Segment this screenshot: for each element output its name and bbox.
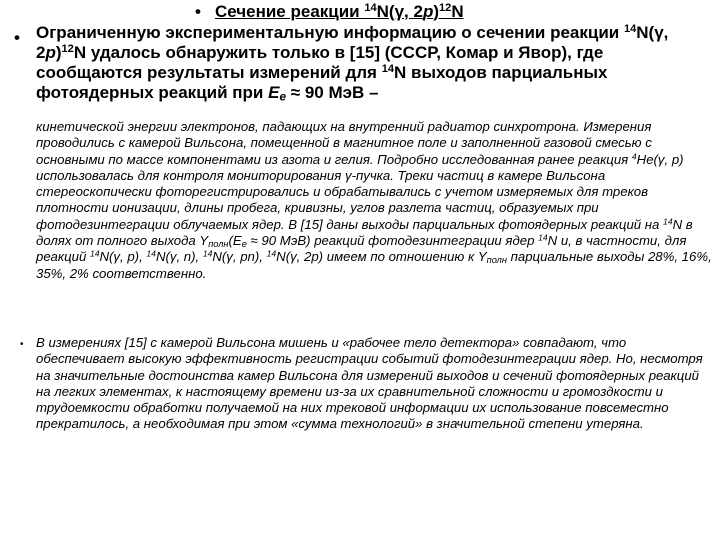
p2-sup-7: 14 xyxy=(266,248,277,259)
p2-text-2: He(γ, p) использовалась для контроля мониторирования γ-пучка. Треки частиц в камере Вильсона стереоскопически фоторегистрировались и обрабатывались с учетом измеряемых для треков плотности ионизации, длины пробега, кривизны, углов разлета частиц, образуемых при фотодезинтеграции облучаемых ядер. В [15] даны выходы парциальных фотоядерных реакций на xyxy=(36,151,684,232)
title-text-mid: N(γ, 2 xyxy=(376,2,423,21)
slide-title xyxy=(195,2,464,22)
title-bullet: • xyxy=(195,2,201,21)
title-text-end: N xyxy=(451,2,464,21)
p1-sub-e: e xyxy=(279,89,287,104)
p2-text-4: (E xyxy=(228,233,242,249)
p1-text-6: ≈ 90 МэВ – xyxy=(286,83,379,102)
p2-sup-4: 14 xyxy=(89,248,100,259)
p1-text-3: ) xyxy=(55,43,62,62)
p2-text-8: N(γ, n), xyxy=(155,249,203,265)
p2-sub-1: полн xyxy=(208,238,229,249)
p2-sup-1: 4 xyxy=(631,150,637,161)
p1-sup-3: 14 xyxy=(381,62,394,75)
title-sup-12: 12 xyxy=(439,1,452,14)
p2-text-6: N и, в частности, для реакций xyxy=(36,233,687,265)
title-text-mid2: ) xyxy=(433,2,440,21)
paragraph-details xyxy=(36,119,716,282)
p2-sup-3: 14 xyxy=(538,232,548,243)
p1-sup-2: 12 xyxy=(61,42,74,55)
p1-text-1: Ограниченную экспериментальную информацию о сечении реакции xyxy=(36,23,624,42)
paragraph-intro xyxy=(36,23,712,103)
p1-italic-E: E xyxy=(268,83,280,102)
p1-italic-p: p xyxy=(45,43,56,62)
p2-sup-5: 14 xyxy=(146,248,156,259)
p2-text-3: N в долях от полного выхода Y xyxy=(36,216,693,249)
p1-text-4: N удалось обнаружить только в [15] (СССР, Комар и Явор), где сообщаются результаты измерений для xyxy=(36,43,604,82)
p1-text-5: N выходов парциальных фотоядерных реакций при xyxy=(36,63,608,102)
p2-text-11: парциальные выходы 28%, 16%, 35%, 2% соответственно. xyxy=(36,249,712,281)
p2-text-7: N(γ, p), xyxy=(99,249,147,265)
p2-sub-3: полн xyxy=(486,255,507,266)
p2-text-5: ≈ 90 МэВ) реакций фотодезинтеграции ядер xyxy=(246,233,539,249)
paragraph-conclusion: В измерениях [15] с камерой Вильсона мишень и «рабочее тело детектора» совпадают, что обеспечивает высокую эффективность регистрации событий фотодезинтеграции ядер. Но, несмотря на значительные достоинства камер Вильсона для измерений выходов и сечений фотоядерных реакций на легких элементах, к настоящему времени из-за их сравнительной сложности и громоздкости и трудоемкости обработки получаемой на них трековой информации их использование повсеместно прекратилось, а необходимая при этом «сумма технологий» в значительной степени утеряна. xyxy=(36,335,703,432)
p2-sup-6: 14 xyxy=(202,248,213,259)
p1-text-2: N(γ, 2 xyxy=(36,23,669,62)
p2-sub-2: e xyxy=(241,238,247,249)
bullet-1: • xyxy=(14,28,20,47)
title-sup-14: 14 xyxy=(364,1,377,14)
p1-sup-1: 14 xyxy=(623,22,637,35)
p2-text-10: N(γ, 2p) имеем по отношению к Y xyxy=(276,249,487,265)
p2-sup-2: 14 xyxy=(663,216,673,227)
bullet-2: • xyxy=(20,339,24,350)
title-italic-p: p xyxy=(422,2,434,21)
title-text-pre: Сечение реакции xyxy=(214,2,365,21)
p2-text-1: кинетической энергии электронов, падающих на внутренний радиатор синхротрона. Измерения проводились с камерой Вильсона, помещенной в магнитное поле и заполненной газовой смесью с основными по массе компонентами из азота и гелия. Подробно исследованная ранее реакция xyxy=(36,119,652,167)
p2-text-9: N(γ, pn), xyxy=(212,249,267,265)
